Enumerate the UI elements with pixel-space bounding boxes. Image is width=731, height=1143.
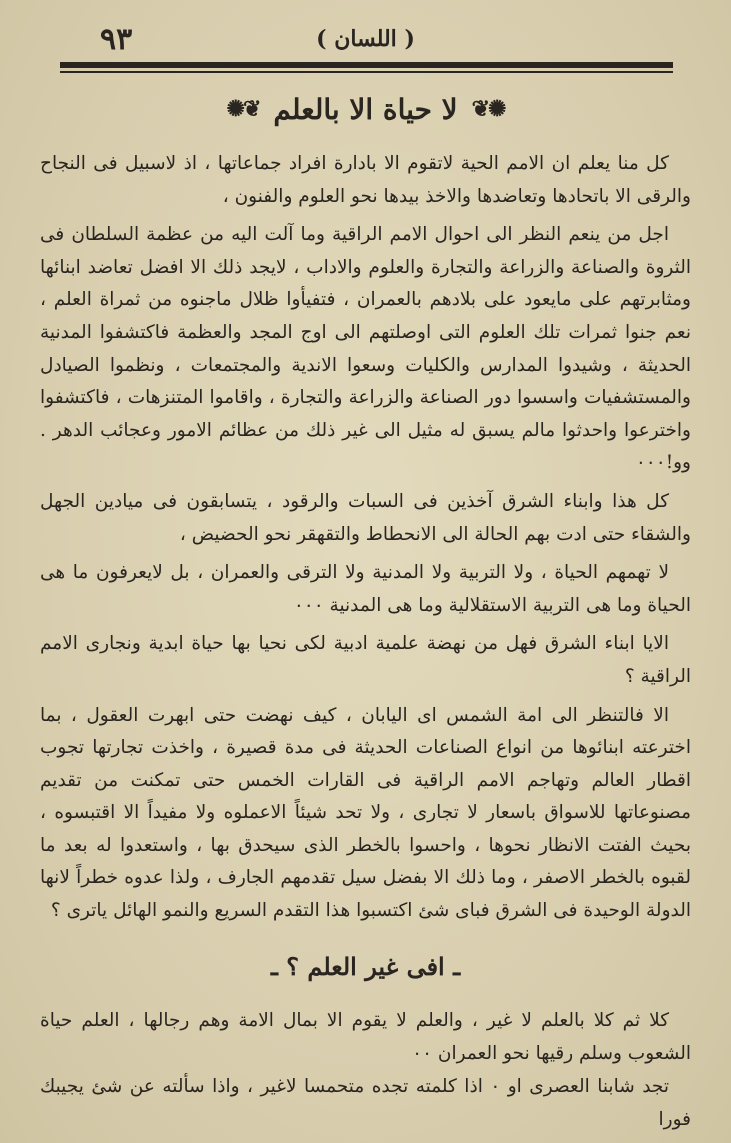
article-body bbox=[40, 148, 691, 934]
paragraph: كلا ثم كلا بالعلم لا غير ، والعلم لا يقوم الا بمال الامة وهم رجالها ، العلم حياة الشعوب وسلم رقيها نحو العمران ٠٠ bbox=[40, 1010, 691, 1064]
section-body bbox=[40, 1004, 691, 1136]
header-rule-thin bbox=[60, 71, 673, 73]
paragraph: كل هذا وابناء الشرق آخذين فى السبات والرقود ، يتسابقون فى ميادين الجهل والشقاء حتى ادت بهم الحالة الى الانحطاط والتقهقر نحو الحضيض ، bbox=[40, 490, 691, 545]
ornament-right-icon: ❦✺ bbox=[471, 96, 505, 122]
paragraph: اجل من ينعم النظر الى احوال الامم الراقية وما آلت اليه من عظمة السلطان فى الثروة والصناعة والزراعة والتجارة والعلوم والاداب ، لايجد ذلك الا افضل تعاضد ابنائها ومثابرتهم على مايعود على بلادهم بالعمران ، فتفيأوا ظلال ماجنوه من ثمراة العلم ، نعم جنوا ثمرات تلك العلوم التى اوصلتهم الى اوج المجد والعظمة فاكتشفوا المدنية الحديثة ، وشيدوا المدارس والكليات وسعوا الاندية والمجتمعات ، ونظموا الصيادل والمستشفيات واسسوا دور الصناعة والزراعة والتجارة ، واقاموا المتنزهات ، فاكتشفوا واخترعوا واحدثوا مالم يسبق له مثيل الى غير ذلك من عظائم الامور وعجائب الدهر . وو!٠٠٠ bbox=[40, 224, 691, 474]
header-rule-thick bbox=[60, 62, 673, 68]
article-heading bbox=[0, 88, 731, 130]
ornament-left-icon: ✺❦ bbox=[226, 96, 260, 122]
paragraph: تجد شابنا العصرى او ٠ اذا كلمته تجده متحمسا لاغير ، واذا سألته عن شئ يجيبك فورا bbox=[40, 1076, 691, 1130]
article-title: لا حياة الا بالعلم bbox=[273, 92, 458, 126]
section-subheading: ـ افى غير العلم ؟ ـ bbox=[270, 952, 461, 981]
paragraph: كل منا يعلم ان الامم الحية لاتقوم الا بادارة افراد جماعاتها ، اذ لاسبيل فى النجاح والرقى الا باتحادها وتعاضدها والاخذ بيدها نحو العلوم والفنون ، bbox=[40, 153, 691, 207]
paragraph: الايا ابناء الشرق فهل من نهضة علمية ادبية لكى نحيا بها حياة ابدية ونجارى الامم الراقية ؟ bbox=[40, 633, 691, 687]
page-header bbox=[60, 22, 671, 62]
paragraph: لا تهمهم الحياة ، ولا التربية ولا المدنية ولا الترقى والعمران ، بل لايعرفون ما هى الحياة وما هى التربية الاستقلالية وما هى المدنية ٠٠٠ bbox=[40, 562, 691, 616]
journal-title: ( اللسان ) bbox=[316, 26, 415, 52]
paragraph: الا فالتنظر الى امة الشمس اى اليابان ، كيف نهضت حتى ابهرت العقول ، بما اخترعته ابنائوها من انواع الصناعات الحديثة فى مدة قصيرة ، واخذت تجارتها تجوب اقطار العالم وتهاجم الامم الراقية فى القارات الخمس حتى تمكنت من تقديم مصنوعاتها للاسواق باسعار لا تجارى ، ولا تحد شيئاً الاعملوه ولا مفيداً الا اقتبسوه ، بحيث الفتت الانظار نحوها ، واحسوا بالخطر الذى سيحدق بها ، واستعدوا له بعد ما لقبوه بالخطر الاصفر ، وما ذلك الا بفضل سيل تقدمهم الجارف ، ولذا عدوه خطراً لانها الدولة الوحيدة فى الشرق فباى شئ اكتسبوا هذا التقدم السريع والنمو الهائل ياترى ؟ bbox=[40, 704, 691, 922]
page-number: ٩٣ bbox=[100, 22, 133, 57]
